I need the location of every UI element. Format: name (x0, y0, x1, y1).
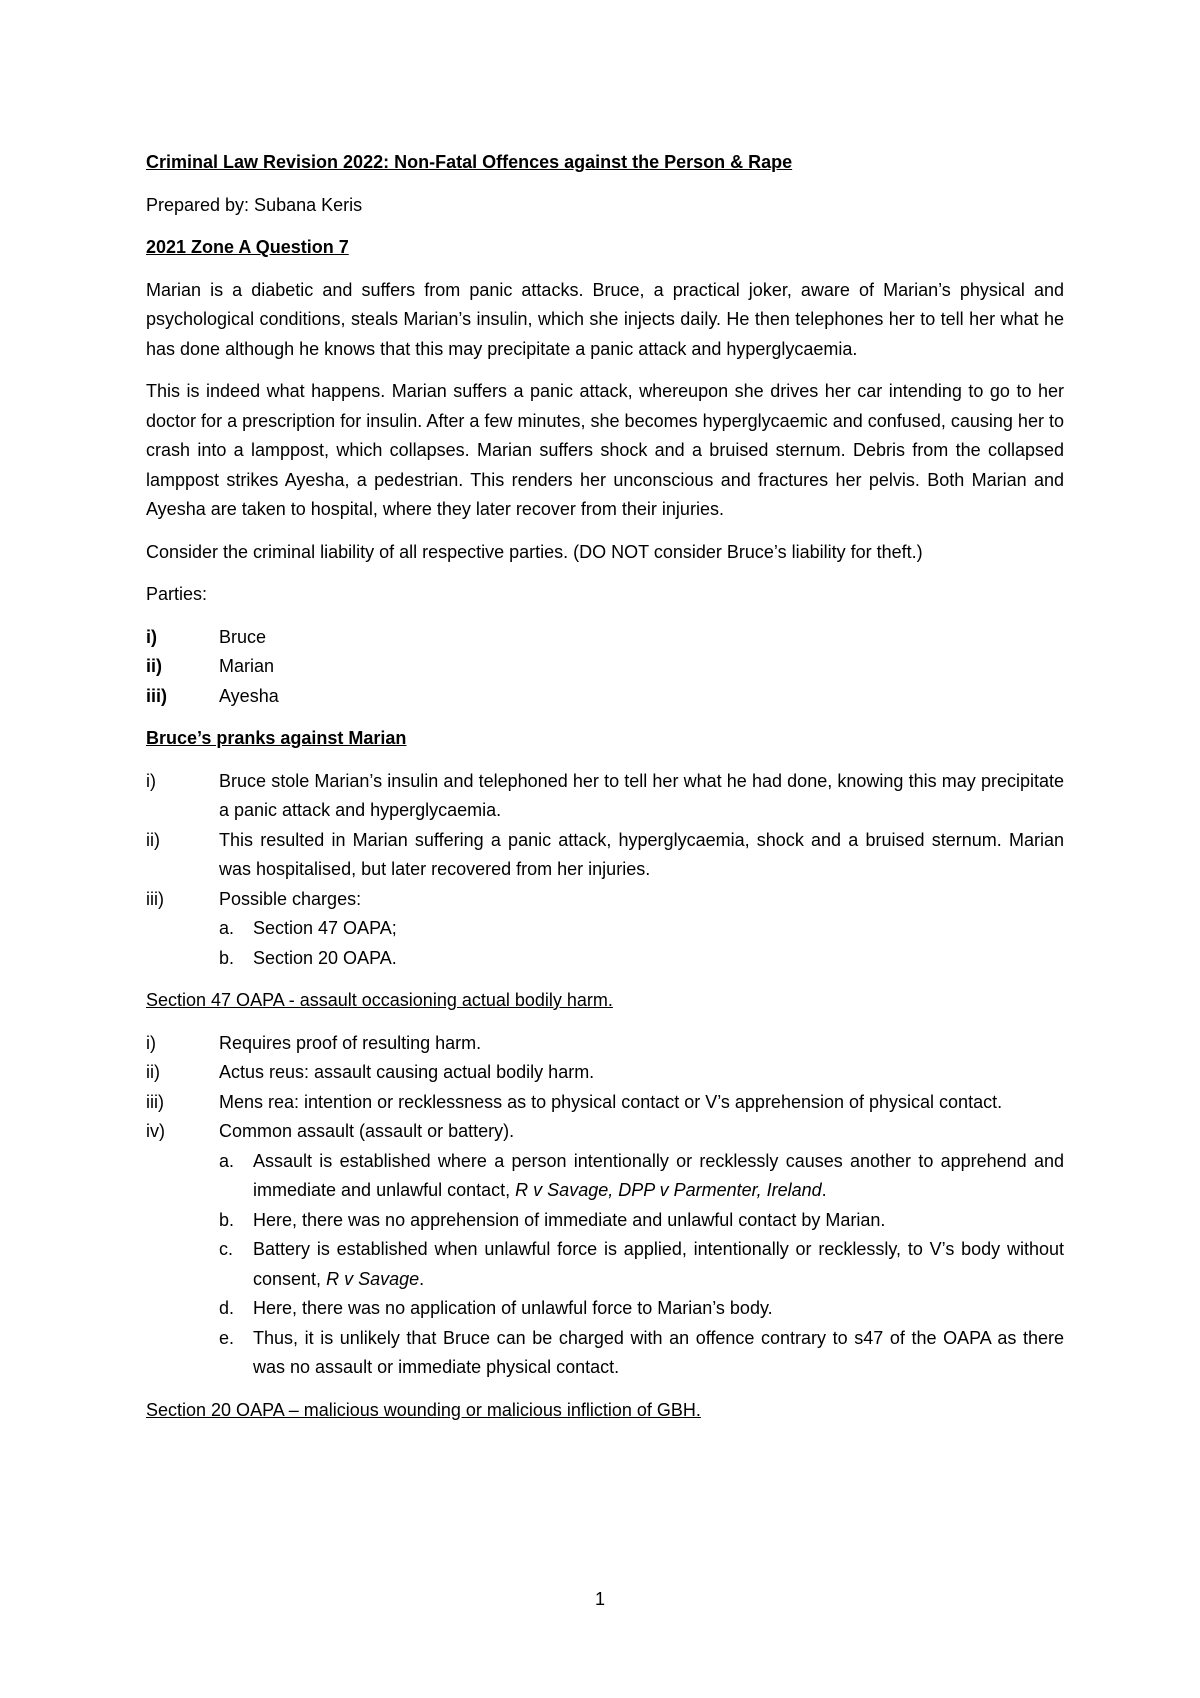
sublist-item (219, 1147, 1064, 1206)
question-paragraph-1: Marian is a diabetic and suffers from panic attacks. Bruce, a practical joker, aware of Marian’s physical and psychological conditions, steals Marian’s insulin, which she injects daily. He then telephones her to tell her what he has done although he knows that this may precipitate a panic attack and hyperglycaemia. (146, 279, 1064, 359)
sublist-text-main: Battery is established when unlawful force is applied, intentionally or recklessly, to V’s body without consent, (253, 1239, 1064, 1289)
sublist-text: Here, there was no application of unlawful force to Marian’s body. (253, 1298, 773, 1318)
sublist-text-end: . (419, 1268, 425, 1289)
question-heading: 2021 Zone A Question 7 (146, 237, 349, 257)
parties-list (146, 623, 1064, 712)
list-number: iii) (146, 1091, 164, 1112)
sublist-text: Here, there was no apprehension of immediate and unlawful contact by Marian. (253, 1209, 886, 1230)
pranks-heading: Bruce’s pranks against Marian (146, 728, 407, 748)
prepared-by: Prepared by: Subana Keris (146, 194, 363, 215)
list-text: Bruce stole Marian’s insulin and telephoned her to tell her what he had done, knowing this may precipitate a panic attack and hyperglycaemia. (219, 770, 1064, 820)
list-number: ii) (146, 829, 160, 850)
list-text: Actus reus: assault causing actual bodily harm. (219, 1062, 595, 1082)
list-text: Possible charges: (219, 888, 362, 909)
list-number: iv) (146, 1121, 165, 1141)
section-47-heading: Section 47 OAPA - assault occasioning actual bodily harm. (146, 990, 613, 1010)
list-number: i) (146, 770, 156, 791)
list-item (146, 826, 1064, 885)
sublist-letter: a. (219, 918, 235, 938)
list-body (219, 1117, 1064, 1383)
section-47-list (146, 1029, 1064, 1383)
sublist-text-end: . (821, 1180, 827, 1200)
list-body (219, 885, 1064, 974)
sublist-letter: d. (219, 1298, 235, 1318)
list-item (146, 1117, 1064, 1383)
list-number: ii) (146, 1062, 160, 1082)
list-item (146, 623, 1064, 653)
list-item (146, 885, 1064, 974)
section-20-heading: Section 20 OAPA – malicious wounding or malicious infliction of GBH. (146, 1399, 701, 1420)
document-title: Criminal Law Revision 2022: Non-Fatal Offences against the Person & Rape (146, 152, 793, 172)
list-number: i) (146, 1032, 156, 1053)
list-item (146, 1058, 1064, 1088)
list-text: Mens rea: intention or recklessness as to physical contact or V’s apprehension of physical contact. (219, 1091, 1003, 1112)
sublist-letter: b. (219, 1209, 235, 1230)
question-paragraph-2: This is indeed what happens. Marian suffers a panic attack, whereupon she drives her car intending to go to her doctor for a prescription for insulin. After a few minutes, she becomes hyperglycaemic and confused, causing her to crash into a lamppost, which collapses. Marian suffers shock and a bruised sternum. Debris from the collapsed lamppost strikes Ayesha, a pedestrian. This renders her unconscious and fractures her pelvis. Both Marian and Ayesha are taken to hospital, where they later recover from their injuries. (146, 381, 1064, 519)
parties-label: Parties: (146, 584, 208, 604)
sublist-item (219, 1324, 1064, 1383)
list-item (146, 682, 1064, 712)
sublist-letter: c. (219, 1239, 234, 1259)
sublist-item (219, 1206, 1064, 1236)
list-text: Marian (219, 656, 275, 676)
list-number: iii) (146, 685, 167, 706)
list-text: Common assault (assault or battery). (219, 1121, 515, 1141)
list-item (146, 1029, 1064, 1059)
list-item (146, 652, 1064, 682)
case-citation: R v Savage (326, 1268, 420, 1289)
sublist-letter: e. (219, 1327, 235, 1348)
question-paragraph-3: Consider the criminal liability of all respective parties. (DO NOT consider Bruce’s liability for theft.) (146, 541, 923, 562)
assault-sublist (219, 1147, 1064, 1383)
list-number: iii) (146, 888, 164, 909)
sublist-item (219, 1235, 1064, 1294)
list-number: ii) (146, 656, 162, 676)
list-text: Bruce (219, 626, 267, 647)
sublist-text: Section 20 OAPA. (253, 947, 397, 968)
document-body (146, 148, 1064, 1438)
sublist-letter: b. (219, 947, 235, 968)
sublist-item (219, 1294, 1064, 1324)
sublist-text-main: Assault is established where a person intentionally or recklessly causes another to apprehend and immediate and unlawful contact, (253, 1150, 1064, 1200)
list-text: This resulted in Marian suffering a panic attack, hyperglycaemia, shock and a bruised sternum. Marian was hospitalised, but later recovered from her injuries. (219, 829, 1064, 879)
list-number: i) (146, 626, 157, 647)
sublist-letter: a. (219, 1150, 235, 1171)
sublist-text: Thus, it is unlikely that Bruce can be charged with an offence contrary to s47 of the OAPA as there was no assault or immediate physical contact. (253, 1327, 1064, 1377)
list-item (146, 1088, 1064, 1118)
pranks-list (146, 767, 1064, 974)
sublist-item (219, 944, 1064, 974)
case-citation: R v Savage, DPP v Parmenter, Ireland (515, 1180, 822, 1200)
list-text: Ayesha (219, 685, 279, 706)
charges-sublist (219, 914, 1064, 973)
sublist-text: Section 47 OAPA; (253, 918, 397, 938)
list-item (146, 767, 1064, 826)
sublist-text (253, 1147, 1064, 1206)
list-text: Requires proof of resulting harm. (219, 1032, 482, 1053)
sublist-item (219, 914, 1064, 944)
page-number: 1 (594, 1589, 605, 1609)
sublist-text (253, 1235, 1064, 1294)
